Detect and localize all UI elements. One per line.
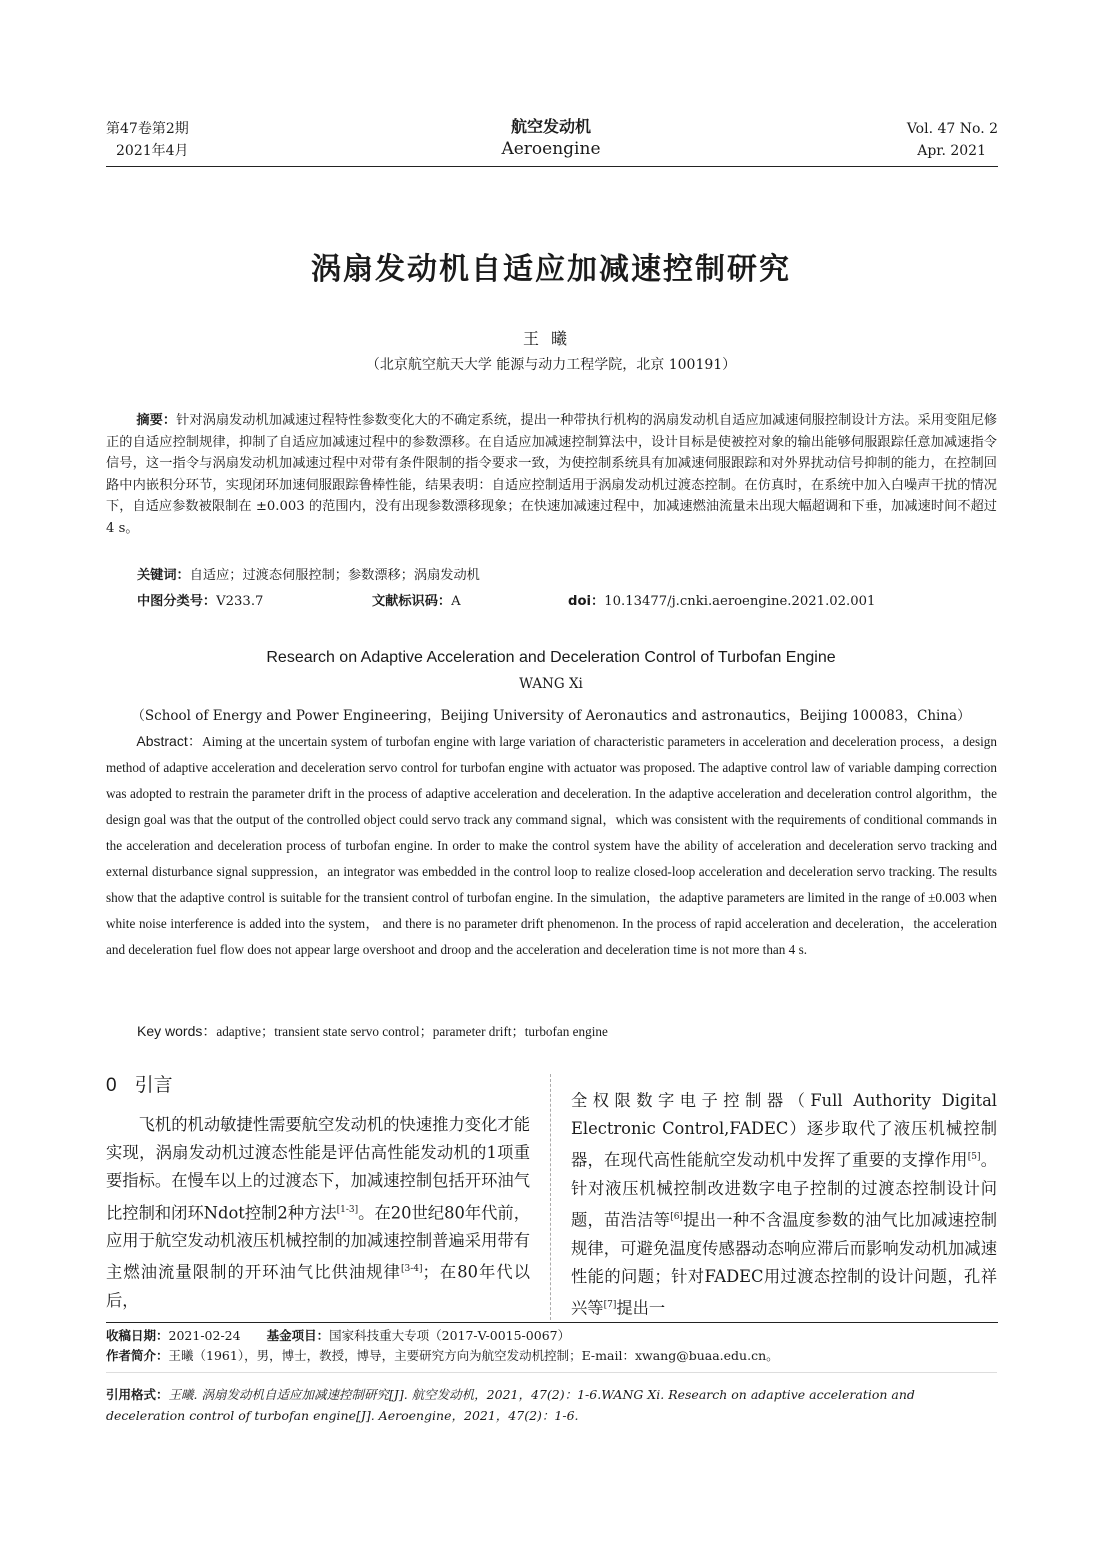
section-number: 0 [106,1075,117,1096]
keywords-cn-text: 自适应；过渡态伺服控制；参数漂移；涡扇发动机 [189,568,480,583]
abstract-cn-label: 摘要： [136,413,177,428]
reference-mark[interactable]: [1-3] [336,1204,359,1215]
citation-rule [106,1372,997,1373]
clc-value: V233.7 [216,594,264,609]
body-text: 全权限数字电子控制器（Full Authority Digital Electronic Control,FADEC）逐步取代了液压机械控制器，在现代高性能航空发动机中发挥了重要的支撑作用 [571,1091,997,1170]
section-title: 引言 [134,1075,173,1096]
reference-mark[interactable]: [6] [670,1212,683,1223]
keywords-en-label: Key words： [137,1023,217,1039]
reference-mark[interactable]: [5] [967,1152,981,1163]
volume-issue-en: Vol. 47 No. 2 [906,121,998,137]
clc [137,591,263,613]
volume-issue-cn: 第47卷第2期 [106,121,189,137]
doc-code [372,591,461,613]
affiliation-cn: （北京航空航天大学 能源与动力工程学院，北京 100191） [365,357,737,373]
fund-label: 基金项目： [266,1328,330,1343]
fund-value: 国家科技重大专项（2017-V-0015-0067） [329,1328,571,1343]
doc-code-label: 文献标识码： [372,594,452,609]
keywords-cn-label: 关键词： [137,568,190,583]
doi-value: 10.13477/j.cnki.aeroengine.2021.02.001 [604,594,876,609]
received-date: 2021-02-24 [168,1328,241,1343]
body-column-left [106,1111,530,1315]
journal-name-en: Aeroengine [501,139,601,159]
doi [568,591,875,613]
abstract-en-text: Aiming at the uncertain system of turbofan engine with large variation of characteristic parameters in acceleration and deceleration process，a design method of adaptive acceleration and deceleration servo control for turbofan engine with actuator was proposed. The adaptive control law of variable damping correction was adopted to restrain the parameter drift in the process of adaptive acceleration and deceleration. In the adaptive acceleration and deceleration control algorithm，the design goal was that the output of the controlled object could servo track any command signal，which was consistent with the requirements of conditional commands in the acceleration and deceleration process of turbofan engine. In order to make the control system have the ability of acceleration and deceleration servo tracking and external disturbance signal suppression，an integrator was embedded in the control loop to realize closed-loop acceleration and deceleration servo tracking. The results show that the adaptive control is suitable for the transient control of turbofan engine. In the simulation，the adaptive parameters are limited in the range of ±0.003 when white noise interference is added into the system， and there is no parameter drift phenomenon. In the process of rapid acceleration and deceleration，the acceleration and deceleration fuel flow does not appear large overshoot and droop and the acceleration and deceleration time is not more than 4 s. [106,734,997,957]
body-text: 。在20世纪80年代前，应用于航空发动机液压机械控制的加减速控制普遍采用带有主燃油流量限制的开环油气比供油规律 [106,1203,531,1282]
author-en: WANG Xi [519,676,583,692]
keywords-en-text: adaptive；transient state servo control；parameter drift；turbofan engine [216,1024,608,1039]
doi-label: doi： [568,594,605,609]
author-cn: 王曦 [522,329,579,348]
body-text: ；在80年代以后， [106,1262,530,1311]
bio-value: 王曦（1961），男，博士，教授，博导，主要研究方向为航空发动机控制；E-mail：xwang@buaa.edu.cn。 [168,1348,779,1363]
footnote-author-bio [106,1346,997,1366]
keywords-en [106,1018,997,1045]
body-text: 提出一 [616,1298,666,1318]
body-paragraph [106,1111,530,1315]
doc-code-value: A [451,594,461,609]
bio-label: 作者简介： [106,1348,169,1363]
affiliation-en: （School of Energy and Power Engineering，Beijing University of Aeronautics and astronautics，Beijing 100083，China） [131,708,971,724]
reference-mark[interactable]: [3-4] [401,1264,423,1275]
citation-text: 王曦. 涡扇发动机自适应加减速控制研究[J]. 航空发动机，2021，47(2)：1-6.WANG Xi. Research on adaptive acceleration and deceleration control of turbofan engine[J]. Aeroengine，2021，47(2)：1-6. [106,1387,915,1423]
keywords-cn [106,565,997,587]
received-label: 收稿日期： [106,1328,169,1343]
body-text: 提出一种不含温度参数的油气比加减速控制规律，可避免温度传感器动态响应滞后而影响发动机加减速性能的问题；针对FADEC用过渡态控制的设计问题，孔祥兴等 [571,1210,997,1318]
citation [106,1384,997,1426]
abstract-en [106,728,997,963]
date-en: Apr. 2021 [917,143,986,159]
abstract-cn-text: 针对涡扇发动机加减速过程特性参数变化大的不确定系统，提出一种带执行机构的涡扇发动机自适应加减速伺服控制设计方法。采用变阻尼修正的自适应控制规律，抑制了自适应加减速过程中的参数漂移。在自适应加减速控制算法中，设计目标是使被控对象的输出能够伺服跟踪任意加减速指令信号，这一指令与涡扇发动机加减速过程中对带有条件限制的指令要求一致，为使控制系统具有加减速伺服跟踪和对外界扰动信号抑制的能力，在控制回路中内嵌积分环节，实现闭环加速伺服跟踪鲁棒性能，结果表明：自适应控制适用于涡扇发动机过渡态控制。在仿真时，在系统中加入白噪声干扰的情况下，自适应参数被限制在 ±0.003 的范围内，没有出现参数漂移现象；在快速加减速过程中，加减速燃油流量未出现大幅超调和下垂，加减速时间不超过4 s。 [106,413,998,536]
column-divider [550,1074,551,1320]
body-paragraph [571,1087,997,1323]
reference-mark[interactable]: [7] [603,1300,617,1311]
header-right [907,118,998,162]
body-text: 飞机的机动敏捷性需要航空发动机的快速推力变化才能实现，涡扇发动机过渡态性能是评估高性能发动机的1项重要指标。在慢车以上的过渡态下，加减速控制包括开环油气比控制和闭环Ndot控制2种方法 [106,1115,530,1223]
journal-name-cn: 航空发动机 [510,117,591,136]
body-text: 。针对液压机械控制改进数字电子控制的过渡态控制设计问题，苗浩洁等 [571,1150,997,1230]
citation-label: 引用格式： [106,1387,169,1402]
footnote-rule [106,1322,998,1323]
abstract-en-label: Abstract： [136,733,203,749]
clc-label: 中图分类号： [137,594,217,609]
header-rule [106,166,998,167]
section-heading [106,1070,173,1097]
footnote-received-fund [106,1326,997,1346]
abstract-cn [106,410,997,540]
paper-title-en: Research on Adaptive Acceleration and Deceleration Control of Turbofan Engine [266,649,836,666]
date-cn: 2021年4月 [116,143,189,159]
paper-title-cn: 涡扇发动机自适应加减速控制研究 [311,252,791,287]
body-column-right [571,1087,997,1323]
